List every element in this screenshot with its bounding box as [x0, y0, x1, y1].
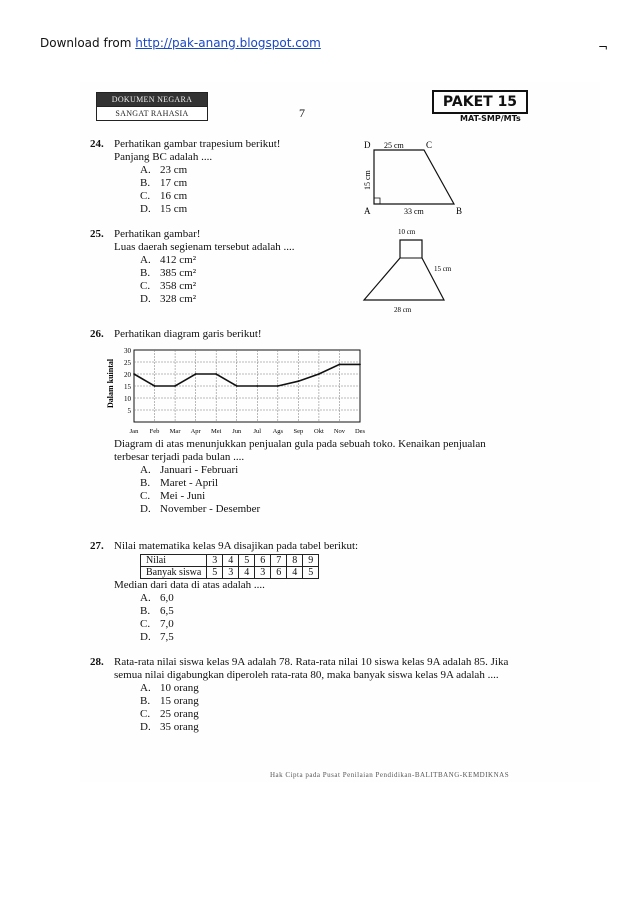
option[interactable]: D. 328 cm²	[140, 293, 196, 305]
badge-bottom: SANGAT RAHASIA	[97, 106, 207, 120]
question-24	[90, 138, 360, 216]
options-list	[140, 164, 360, 216]
question-28	[90, 656, 560, 734]
x-tick-label: Apr	[190, 428, 201, 435]
x-tick-label: Mei	[210, 428, 222, 435]
bottom-length-label: 28 cm	[394, 306, 412, 314]
options-list	[140, 592, 560, 644]
question-line: Rata-rata nilai siswa kelas 9A adalah 78. Rata-rata nilai 10 siswa kelas 9A adalah 85. Jika	[114, 656, 509, 668]
height-label: 15 cm	[363, 170, 372, 190]
x-tick-label: Ags	[272, 428, 284, 435]
question-26-body	[90, 438, 560, 516]
x-tick-label: Des	[354, 428, 366, 435]
option[interactable]: D. 35 orang	[140, 721, 199, 733]
question-line: Median dari data di atas adalah ....	[114, 579, 265, 591]
option[interactable]: B. 6,5	[140, 605, 174, 617]
footer-text: Hak Cipta pada Pusat Penilaian Pendidikan-BALITBANG-KEMDIKNAS	[270, 771, 510, 779]
x-tick-label: Okt	[314, 428, 324, 435]
table-row: Nilai 3 4 5 6 7 8 9	[141, 555, 319, 567]
vertex-d-label: D	[364, 140, 371, 150]
question-line: Diagram di atas menunjukkan penjualan gula pada sebuah toko. Kenaikan penjualan	[114, 438, 486, 450]
y-tick-label: 15	[124, 383, 131, 391]
option[interactable]: B. Maret - April	[140, 477, 219, 489]
question-line: semua nilai digabungkan diperoleh rata-rata 80, maka banyak siswa kelas 9A adalah ....	[114, 669, 499, 681]
options-list	[140, 254, 360, 306]
x-tick-label: Sep	[293, 428, 304, 435]
data-point	[339, 364, 341, 366]
x-tick-label: Nov	[333, 428, 346, 435]
y-axis-label: Dalam kuintal	[106, 358, 115, 408]
question-line: terbesar terjadi pada bulan ....	[114, 451, 245, 463]
x-tick-label: Jul	[253, 428, 262, 435]
y-tick-label: 10	[124, 395, 131, 403]
option[interactable]: B. 15 orang	[140, 695, 199, 707]
side-length-label: 15 cm	[434, 265, 452, 273]
question-line: Perhatikan diagram garis berikut!	[114, 328, 262, 340]
data-point	[195, 373, 197, 375]
data-point	[215, 373, 217, 375]
x-tick-label: Feb	[149, 428, 160, 435]
corner-mark: ¬	[597, 40, 608, 54]
download-line	[40, 36, 321, 50]
data-point	[256, 385, 258, 387]
option[interactable]: A. 23 cm	[140, 164, 188, 176]
document-badge	[96, 92, 208, 121]
data-point	[359, 364, 361, 366]
question-line: Perhatikan gambar!	[114, 228, 201, 240]
question-number: 24.	[90, 138, 104, 150]
vertex-c-label: C	[426, 140, 433, 150]
data-point	[277, 385, 279, 387]
paket-label: PAKET 15	[432, 90, 528, 114]
option[interactable]: A. 6,0	[140, 592, 174, 604]
scanned-page	[80, 82, 600, 782]
data-point	[318, 373, 320, 375]
bottom-length-label: 33 cm	[404, 207, 424, 216]
question-26	[90, 328, 560, 341]
data-point	[174, 385, 176, 387]
data-point	[154, 385, 156, 387]
question-number: 28.	[90, 656, 104, 668]
vertex-b-label: B	[456, 206, 463, 216]
option[interactable]: C. 358 cm²	[140, 280, 196, 292]
option[interactable]: C. Mei - Juni	[140, 490, 206, 502]
question-line: Panjang BC adalah ....	[114, 151, 213, 163]
option[interactable]: C. 7,0	[140, 618, 174, 630]
option[interactable]: A. 412 cm²	[140, 254, 196, 266]
question-line: Perhatikan gambar trapesium berikut!	[114, 138, 281, 150]
question-25	[90, 228, 360, 306]
subject-label: MAT-SMP/MTs	[460, 114, 521, 123]
y-tick-label: 30	[124, 347, 131, 355]
option[interactable]: A. Januari - Februari	[140, 464, 239, 476]
vertex-a-label: A	[364, 206, 371, 216]
option[interactable]: D. 15 cm	[140, 203, 188, 215]
download-prefix: Download from	[40, 36, 132, 50]
x-tick-label: Jan	[129, 428, 139, 435]
series-line	[134, 364, 360, 386]
badge-top: DOKUMEN NEGARA	[97, 93, 207, 106]
option[interactable]: D. 7,5	[140, 631, 174, 643]
hexagon-figure	[356, 226, 496, 318]
question-number: 27.	[90, 540, 104, 552]
x-tick-label: Mar	[169, 428, 181, 435]
question-27	[90, 540, 560, 644]
top-length-label: 10 cm	[398, 228, 416, 236]
data-point	[236, 385, 238, 387]
option[interactable]: C. 16 cm	[140, 190, 188, 202]
question-line: Luas daerah segienam tersebut adalah ....	[114, 241, 295, 253]
data-point	[297, 380, 299, 382]
download-link[interactable]: http://pak-anang.blogspot.com	[135, 36, 321, 50]
line-chart	[104, 344, 364, 438]
table-row: Banyak siswa 5 3 4 3 6 4 5	[141, 567, 319, 579]
question-number: 25.	[90, 228, 104, 240]
page-number: 7	[299, 106, 305, 120]
options-list	[140, 464, 560, 516]
options-list	[140, 682, 560, 734]
option[interactable]: B. 385 cm²	[140, 267, 196, 279]
x-tick-label: Jun	[232, 428, 242, 435]
y-tick-label: 20	[124, 371, 131, 379]
y-tick-label: 25	[124, 359, 131, 367]
page-footer	[100, 771, 580, 781]
nilai-table	[140, 554, 319, 579]
option[interactable]: D. November - Desember	[140, 503, 261, 515]
option[interactable]: A. 10 orang	[140, 682, 199, 694]
option[interactable]: B. 17 cm	[140, 177, 188, 189]
data-point	[133, 373, 135, 375]
top-length-label: 25 cm	[384, 141, 404, 150]
y-tick-label: 5	[127, 407, 131, 415]
trapezoid-figure	[350, 138, 510, 218]
question-line: Nilai matematika kelas 9A disajikan pada tabel berikut:	[114, 540, 359, 552]
option[interactable]: C. 25 orang	[140, 708, 199, 720]
question-number: 26.	[90, 328, 104, 340]
